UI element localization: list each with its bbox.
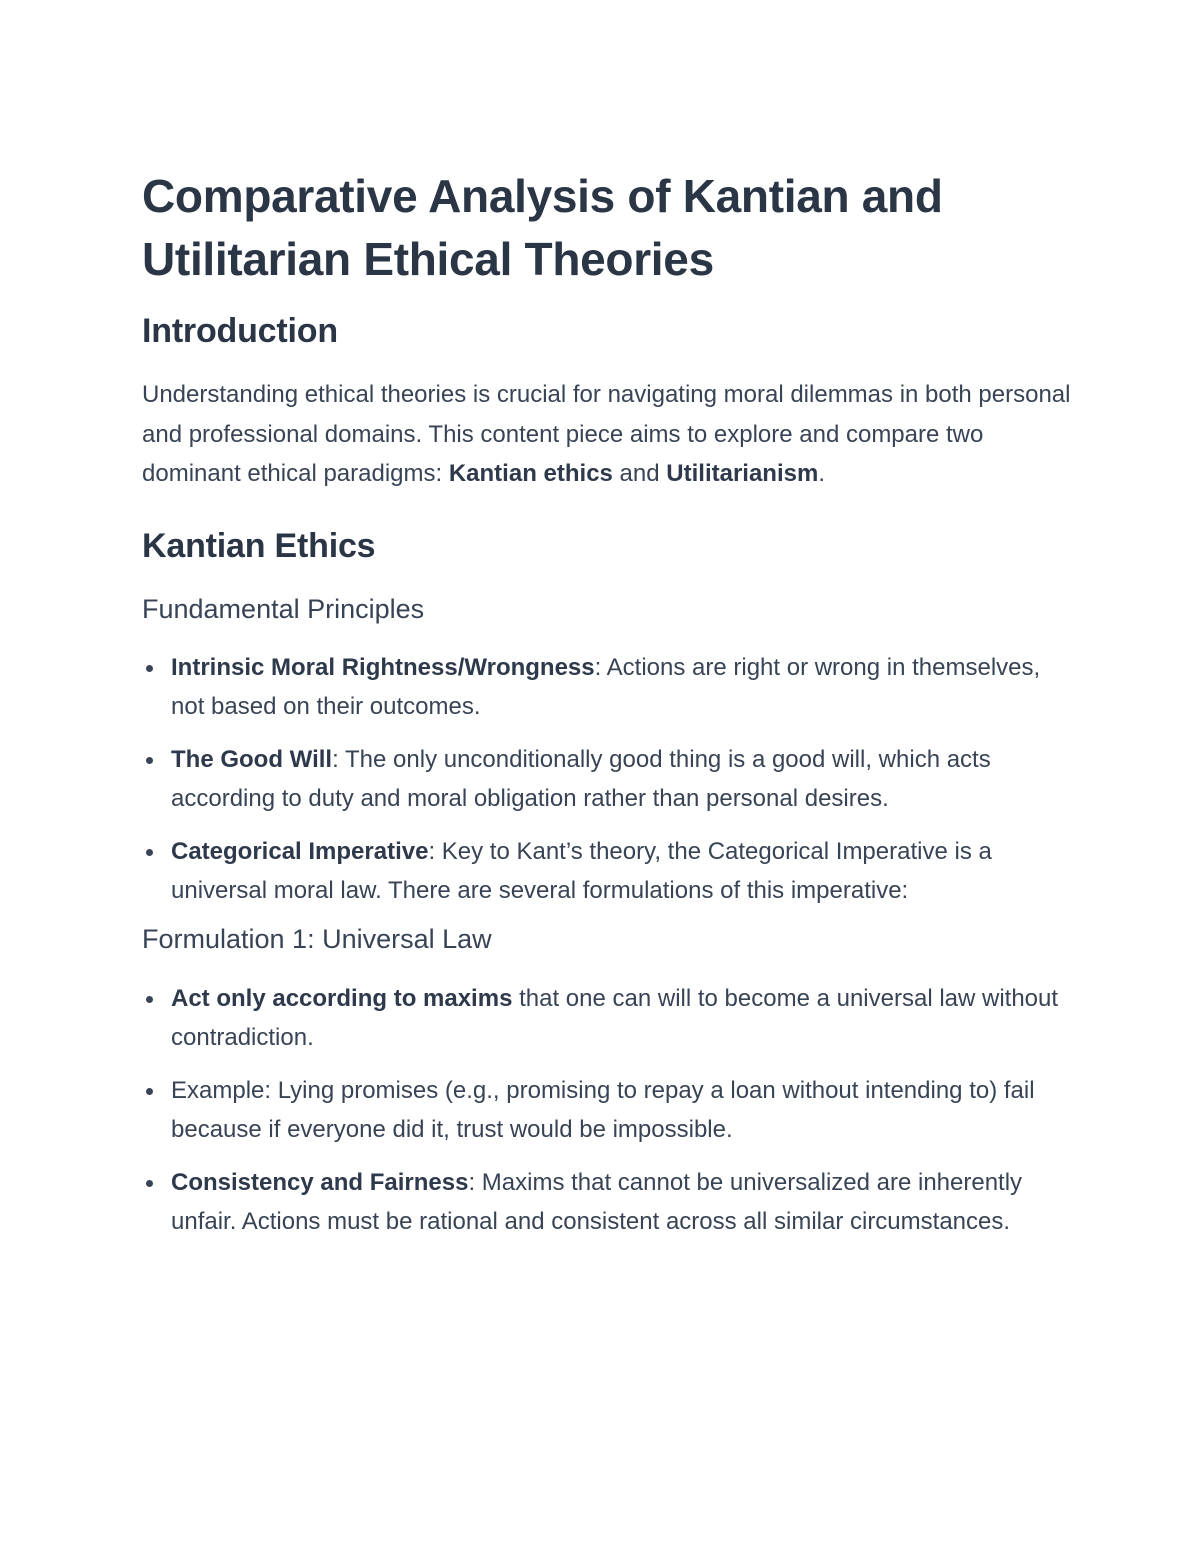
intro-text-middle: and — [612, 460, 667, 487]
kantian-ethics-heading: Kantian Ethics — [142, 526, 376, 565]
bullet-icon — [146, 1180, 153, 1187]
bullet-icon — [146, 996, 153, 1003]
fundamental-principles-list — [142, 648, 1072, 911]
fundamental-principles-heading: Fundamental Principles — [142, 593, 425, 624]
list-item-bold: Categorical Imperative — [171, 837, 429, 865]
list-item — [142, 979, 1072, 1058]
document-page — [142, 165, 1072, 1242]
intro-bold-kantian: Kantian ethics — [448, 460, 613, 487]
list-item-text: : Key to Kant’s theory, the Categorical Imperative is a universal moral law. There are several formulations of this imperative: — [171, 837, 992, 904]
list-item — [142, 740, 1072, 819]
intro-text-after: . — [818, 460, 825, 487]
list-item-text: : Actions are right or wrong in themselves, not based on their outcomes. — [171, 653, 1041, 720]
list-item-bold: Intrinsic Moral Rightness/Wrongness — [171, 653, 595, 681]
document-title: Comparative Analysis of Kantian and Utilitarian Ethical Theories — [142, 170, 943, 285]
intro-text-before: Understanding ethical theories is crucial for navigating moral dilemmas in both personal and professional domains. This content piece aims to explore and compare two dominant ethical paradigms: — [142, 381, 1071, 487]
bullet-icon — [146, 665, 153, 672]
list-item-text: : Maxims that cannot be universalized are inherently unfair. Actions must be rational and consistent across all similar circumstances. — [171, 1168, 1023, 1235]
list-item-text: : The only unconditionally good thing is a good will, which acts according to duty and moral obligation rather than personal desires. — [171, 745, 991, 812]
list-item-bold: Consistency and Fairness — [171, 1168, 469, 1196]
bullet-icon — [146, 757, 153, 764]
bullet-icon — [146, 1088, 153, 1095]
introduction-paragraph — [142, 375, 1072, 494]
list-item — [142, 648, 1072, 727]
list-item — [142, 1163, 1072, 1242]
introduction-heading: Introduction — [142, 312, 338, 350]
list-item-text: that one can will to become a universal law without contradiction. — [171, 984, 1059, 1051]
formulation-1-list — [142, 979, 1072, 1242]
list-item-bold: The Good Will — [171, 745, 333, 773]
list-item-bold: Act only according to maxims — [171, 984, 513, 1012]
formulation-1-heading: Formulation 1: Universal Law — [142, 923, 492, 954]
list-item — [142, 1071, 1072, 1150]
intro-bold-utilitarianism: Utilitarianism — [666, 460, 819, 487]
list-item-text: Example: Lying promises (e.g., promising to repay a loan without intending to) fail because if everyone did it, trust would be impossible. — [171, 1076, 1035, 1143]
bullet-icon — [146, 849, 153, 856]
list-item — [142, 832, 1072, 911]
